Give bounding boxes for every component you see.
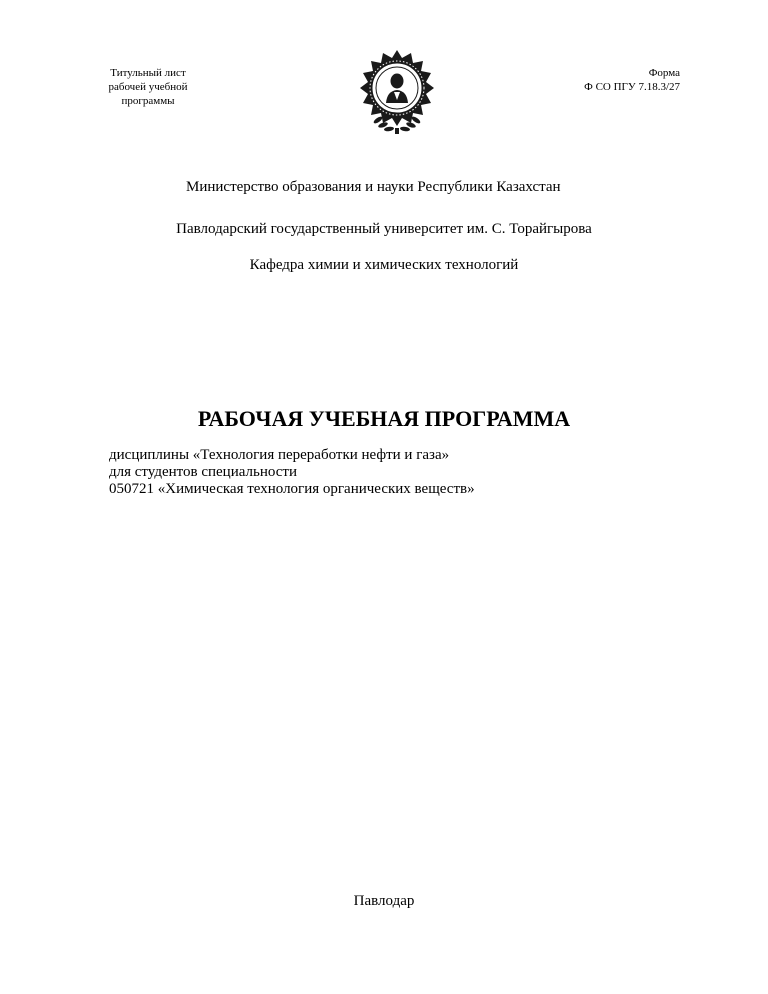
header-left-line-2: рабочей учебной	[108, 81, 188, 93]
header-right-note	[540, 66, 680, 94]
department-name: Кафедра химии и химических технологий	[249, 257, 519, 273]
form-label: Форма	[648, 67, 680, 79]
university-name: Павлодарский государственный университет им. С. Торайгырова	[176, 221, 592, 237]
specialty-line: 050721 «Химическая технология органических веществ»	[109, 481, 475, 497]
header-left-line-3: программы	[121, 95, 175, 107]
form-code: Ф СО ПГУ 7.18.3/27	[584, 81, 680, 93]
audience-line: для студентов специальности	[109, 464, 297, 480]
discipline-line: дисциплины «Технология переработки нефти и газа»	[109, 447, 450, 463]
header-left-line-1: Титульный лист	[110, 67, 186, 79]
ministry-name: Министерство образования и науки Республики Казахстан	[186, 179, 561, 195]
document-title: РАБОЧАЯ УЧЕБНАЯ ПРОГРАММА	[197, 406, 571, 431]
discipline-description	[109, 447, 475, 498]
header-left-note	[92, 66, 204, 108]
university-emblem-icon	[356, 48, 438, 136]
city-name: Павлодар	[353, 893, 415, 909]
